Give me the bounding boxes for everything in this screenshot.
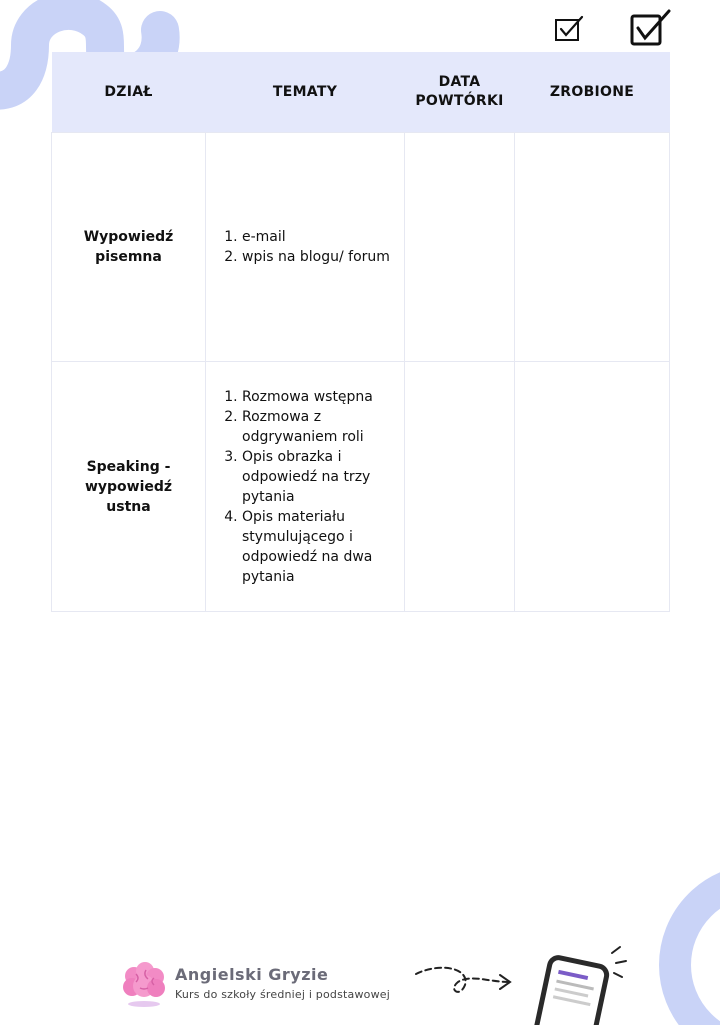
topic-item: 1. e-mail bbox=[242, 227, 396, 247]
brand-name: Angielski Gryzie bbox=[175, 965, 329, 984]
topic-item: 2. wpis na blogu/ forum bbox=[242, 247, 396, 267]
topic-item: 1. Rozmowa wstępna bbox=[242, 387, 396, 407]
topic-item: 3. Opis obrazka i odpowiedź na trzy pytania bbox=[242, 447, 396, 507]
header-done: ZROBIONE bbox=[515, 52, 670, 133]
checkbox-checked-icon bbox=[554, 14, 586, 44]
header-review-date: DATA POWTÓRKI bbox=[405, 52, 515, 133]
review-date-cell[interactable] bbox=[405, 133, 515, 362]
revision-table bbox=[51, 52, 670, 612]
table-header-row bbox=[52, 52, 670, 133]
header-topics: TEMATY bbox=[206, 52, 405, 133]
topics-cell bbox=[206, 133, 405, 362]
brain-logo-icon bbox=[120, 960, 168, 1008]
checkbox-checked-large-icon bbox=[629, 8, 673, 48]
topic-item: 4. Opis materiału stymulującego i odpowiedź na dwa pytania bbox=[242, 507, 396, 587]
brand-block bbox=[175, 965, 390, 1001]
topic-item: 2. Rozmowa z odgrywaniem roli bbox=[242, 407, 396, 447]
review-date-cell[interactable] bbox=[405, 362, 515, 612]
done-cell[interactable] bbox=[515, 133, 670, 362]
dashed-arrow-icon bbox=[410, 960, 520, 1010]
table-row bbox=[52, 362, 670, 612]
section-cell: Speaking - wypowiedź ustna bbox=[52, 362, 206, 612]
decorative-circle bbox=[650, 855, 720, 1025]
phone-mockup-icon bbox=[520, 945, 630, 1025]
table-row bbox=[52, 133, 670, 362]
done-cell[interactable] bbox=[515, 362, 670, 612]
section-cell: Wypowiedź pisemna bbox=[52, 133, 206, 362]
header-section: DZIAŁ bbox=[52, 52, 206, 133]
brand-subtitle: Kurs do szkoły średniej i podstawowej bbox=[175, 988, 391, 1001]
topics-cell bbox=[206, 362, 405, 612]
